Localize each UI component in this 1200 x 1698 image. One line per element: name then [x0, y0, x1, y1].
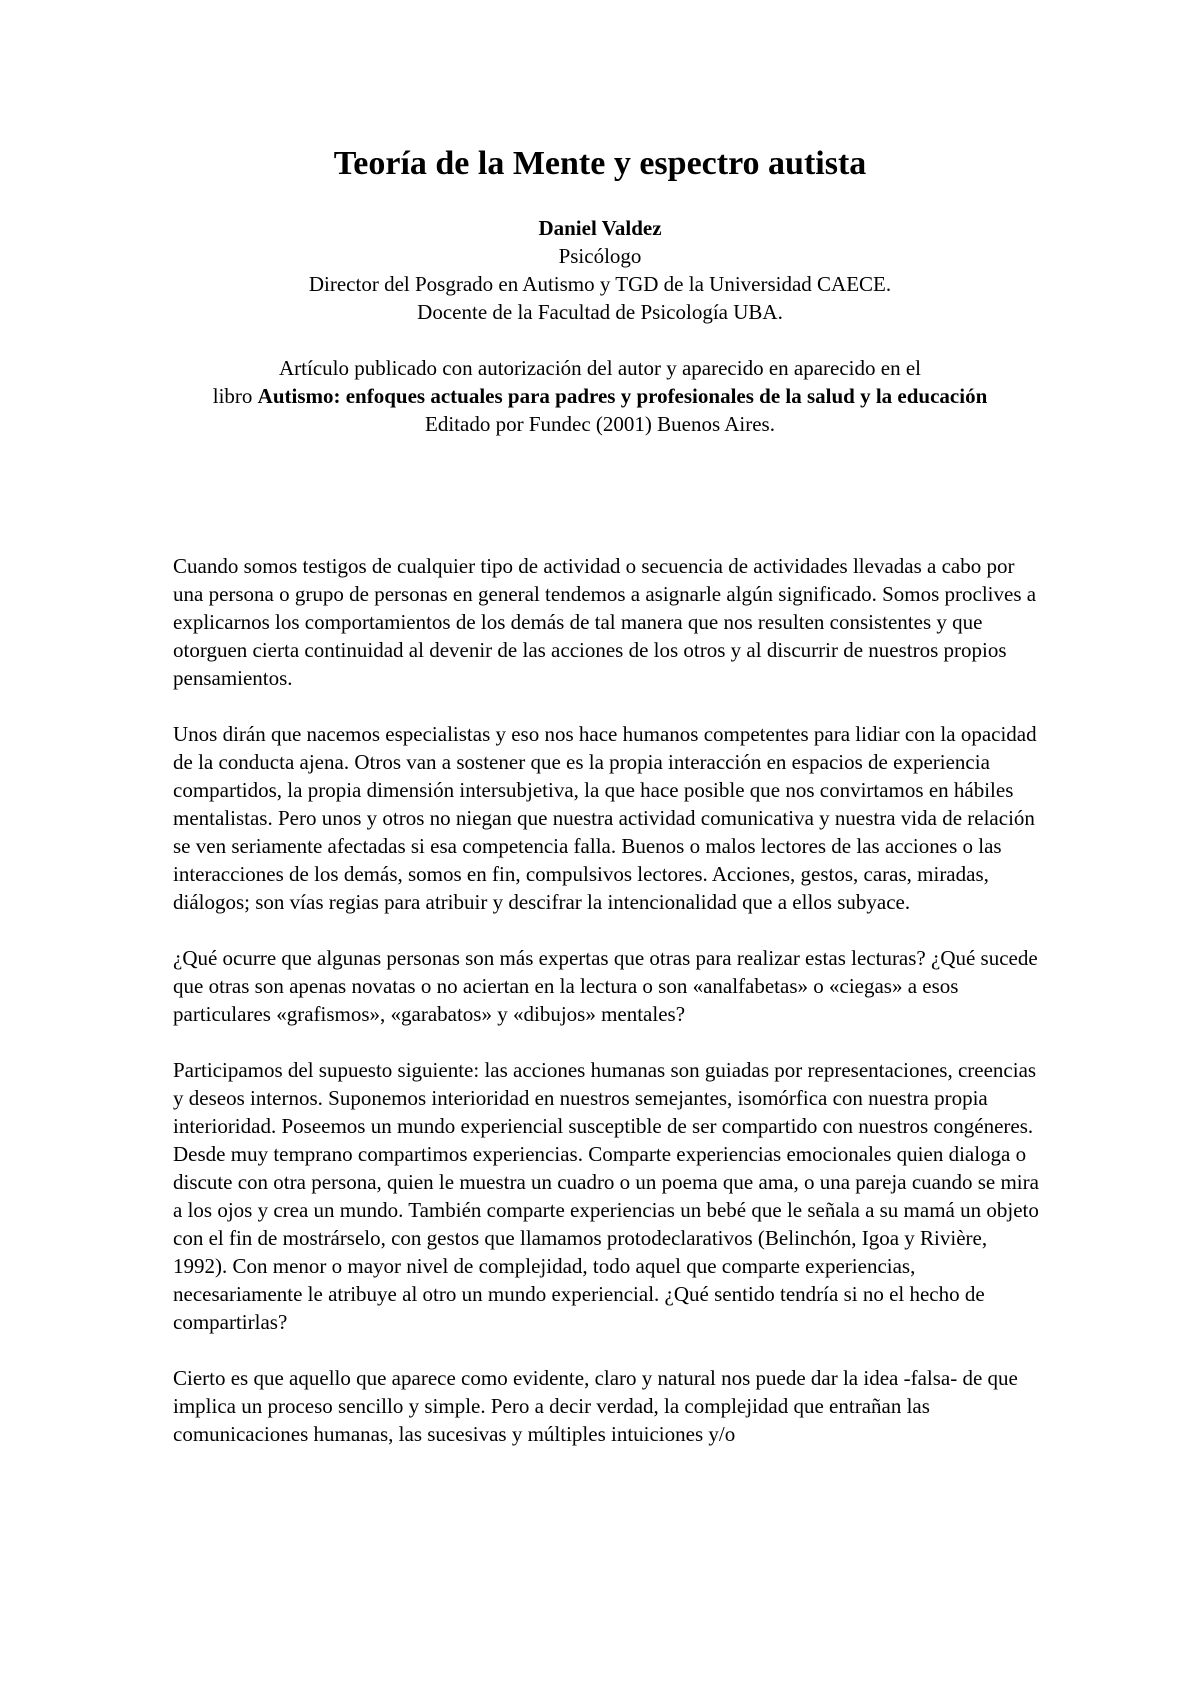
publication-intro-2: libro [212, 384, 258, 408]
book-title: Autismo: enfoques actuales para padres y profesionales de la salud y la educación [257, 384, 988, 408]
publication-book-line [170, 382, 1030, 410]
publication-intro-1: Artículo publicado con autorización del autor y aparecido en aparecido en el [279, 356, 921, 380]
byline-block [170, 214, 1030, 438]
body-paragraph-2: Unos dirán que nacemos especialistas y eso nos hace humanos competentes para lidiar con la opacidad de la conducta ajena. Otros van a sostener que es la propia interacción en espacios de experiencia compartidos, la propia dimensión intersubjetiva, la que hace posible que nos convirtamos en hábiles mentalistas. Pero unos y otros no niegan que nuestra actividad comunicativa y nuestra vida de relación se ven seriamente afectadas si esa competencia falla. Buenos o malos lectores de las acciones o las interacciones de los demás, somos en fin, compulsivos lectores. Acciones, gestos, caras, miradas, diálogos; son vías regias para atribuir y descifrar la intencionalidad que a ellos subyace. [173, 722, 1037, 914]
author-affiliation-2: Docente de la Facultad de Psicología UBA. [417, 300, 783, 324]
author-affiliation-1: Director del Posgrado en Autismo y TGD de la Universidad CAECE. [308, 272, 892, 296]
document-title: Teoría de la Mente y espectro autista [333, 145, 867, 182]
body-paragraph-5: Cierto es que aquello que aparece como evidente, claro y natural nos puede dar la idea -falsa- de que implica un proceso sencillo y simple. Pero a decir verdad, la complejidad que entrañan las comunicaciones humanas, las sucesivas y múltiples intuiciones y/o [173, 1366, 1018, 1446]
author-role: Psicólogo [558, 244, 642, 268]
publication-edition: Editado por Fundec (2001) Buenos Aires. [425, 412, 775, 436]
byline-spacer [170, 326, 1030, 354]
article-body [173, 552, 1043, 1448]
body-paragraph-3: ¿Qué ocurre que algunas personas son más expertas que otras para realizar estas lecturas? ¿Qué sucede que otras son apenas novatas o no aciertan en la lectura o son «analfabetas» o «ciegas» a esos particulares «grafismos», «garabatos» y «dibujos» mentales? [173, 946, 1038, 1026]
body-paragraph-1: Cuando somos testigos de cualquier tipo de actividad o secuencia de actividades llevadas a cabo por una persona o grupo de personas en general tendemos a asignarle algún significado. Somos proclives a explicarnos los comportamientos de los demás de tal manera que nos resulten consistentes y que otorguen cierta continuidad al devenir de las acciones de los otros y al discurrir de nuestros propios pensamientos. [173, 554, 1037, 690]
body-paragraph-4: Participamos del supuesto siguiente: las acciones humanas son guiadas por representaciones, creencias y deseos internos. Suponemos interioridad en nuestros semejantes, isomórfica con nuestra propia interioridad. Poseemos un mundo experiencial susceptible de ser compartido con nuestros congéneres. Desde muy temprano compartimos experiencias. Comparte experiencias emocionales quien dialoga o discute con otra persona, quien le muestra un cuadro o un poema que ama, o una pareja cuando se mira a los ojos y crea un mundo. También comparte experiencias un bebé que le señala a su mamá un objeto con el fin de mostrárselo, con gestos que llamamos protodeclarativos (Belinchón, Igoa y Rivière, 1992). Con menor o mayor nivel de complejidad, todo aquel que comparte experiencias, necesariamente le atribuye al otro un mundo experiencial. ¿Qué sentido tendría si no el hecho de compartirlas? [173, 1058, 1039, 1334]
author-name: Daniel Valdez [538, 216, 662, 240]
